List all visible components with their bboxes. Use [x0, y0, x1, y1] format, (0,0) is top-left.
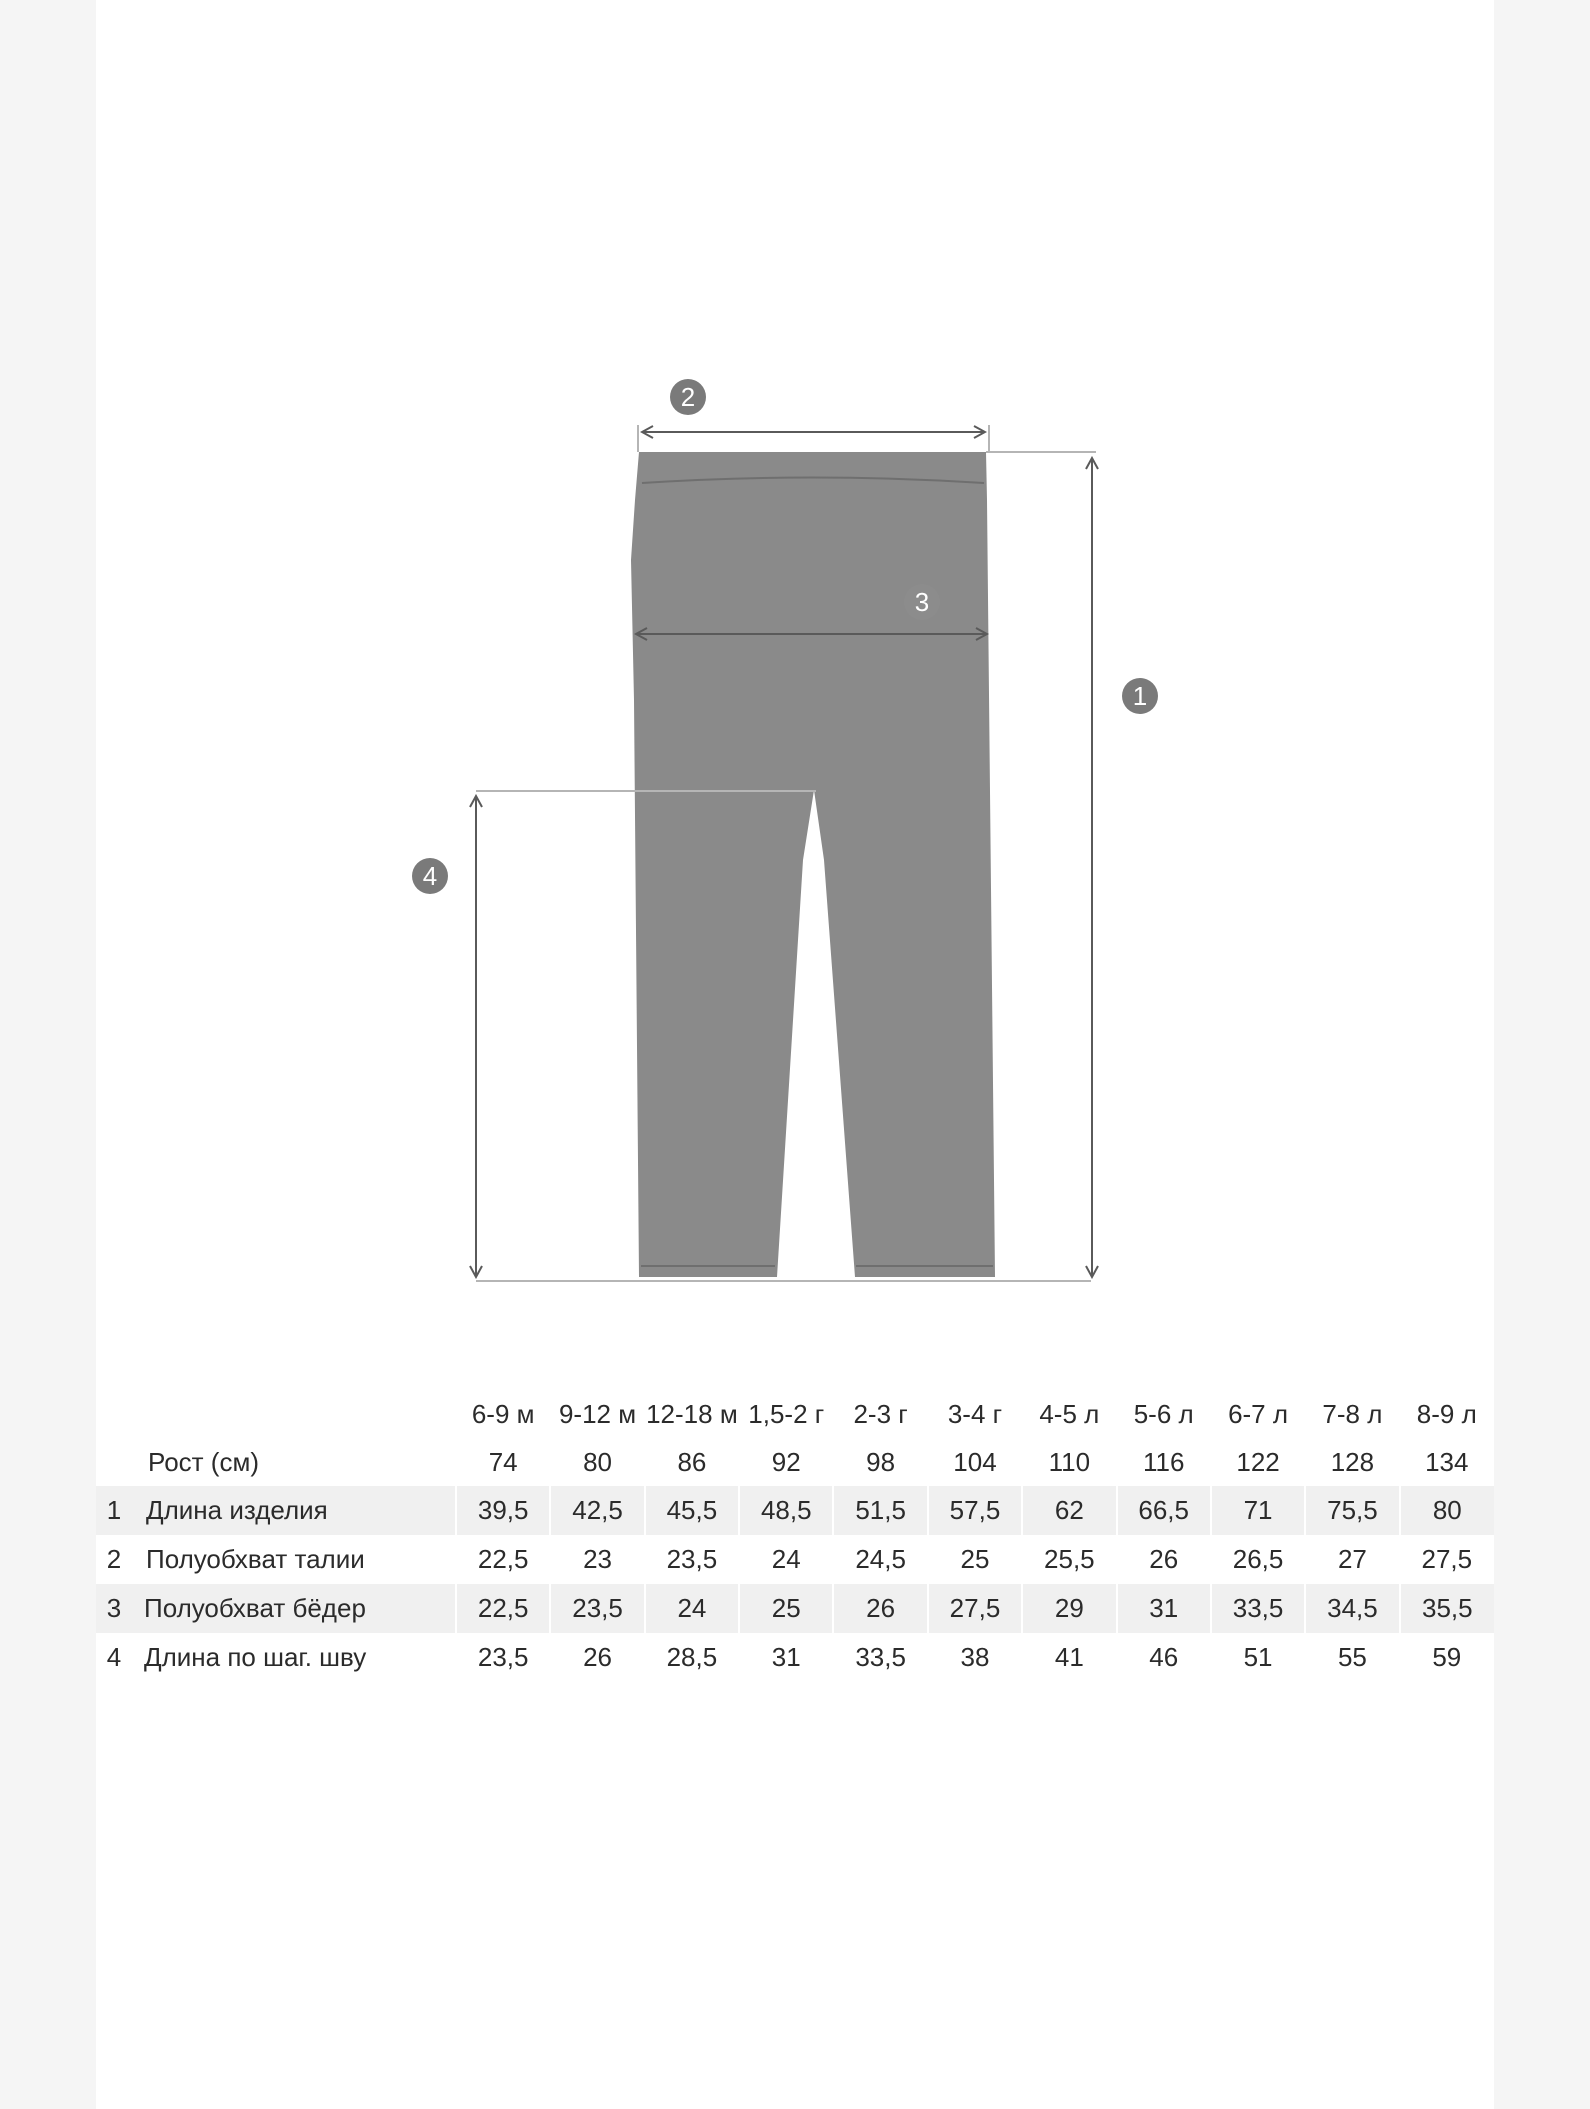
leggings-shape — [631, 452, 995, 1277]
size-header-row — [96, 1390, 1494, 1438]
value-cell: 23,5 — [550, 1584, 644, 1633]
value-cell: 27,5 — [928, 1584, 1022, 1633]
value-cell: 57,5 — [928, 1486, 1022, 1535]
value-cell: 22,5 — [456, 1584, 550, 1633]
size-cell: 2-3 г — [853, 1398, 908, 1429]
value-cell: 134 — [1425, 1446, 1469, 1477]
measurement-diagram — [96, 0, 1494, 1360]
row-label: Длина изделия — [132, 1486, 456, 1535]
size-chart-page — [96, 0, 1494, 2109]
marker-badge-2 — [670, 379, 706, 415]
size-cell: 1,5-2 г — [748, 1398, 825, 1429]
value-cell: 104 — [953, 1446, 997, 1477]
value-cell: 23 — [583, 1544, 612, 1574]
size-cell: 8-9 л — [1416, 1398, 1477, 1429]
value-cell: 46 — [1149, 1642, 1179, 1672]
value-cell: 59 — [1432, 1642, 1462, 1672]
value-cell: 33,5 — [1211, 1584, 1305, 1633]
value-cell: 27 — [1337, 1544, 1367, 1574]
row-label: Длина по шаг. шву — [144, 1642, 367, 1672]
size-cell: 4-5 л — [1039, 1398, 1100, 1429]
value-cell: 34,5 — [1305, 1584, 1399, 1633]
row-label: Рост (см) — [148, 1446, 259, 1477]
value-cell: 23,5 — [666, 1544, 718, 1574]
value-cell: 26 — [833, 1584, 927, 1633]
value-cell: 41 — [1054, 1642, 1084, 1672]
value-cell: 31 — [771, 1642, 801, 1672]
value-cell: 39,5 — [456, 1486, 550, 1535]
value-cell: 75,5 — [1305, 1486, 1399, 1535]
value-cell: 42,5 — [550, 1486, 644, 1535]
value-cell: 24 — [771, 1544, 801, 1574]
value-cell: 62 — [1022, 1486, 1116, 1535]
measurement-row-waist — [96, 1535, 1494, 1584]
value-cell: 80 — [1400, 1486, 1494, 1535]
size-cell: 6-9 м — [471, 1398, 535, 1429]
value-cell: 24,5 — [855, 1544, 906, 1574]
value-cell: 122 — [1236, 1446, 1280, 1477]
value-cell: 35,5 — [1400, 1584, 1494, 1633]
measurement-row-inseam — [96, 1633, 1494, 1682]
size-cell: 9-12 м — [558, 1398, 637, 1429]
measurement-row-length — [96, 1486, 1494, 1535]
value-cell: 25,5 — [1044, 1544, 1095, 1574]
value-cell: 26 — [583, 1642, 612, 1672]
value-cell: 25 — [960, 1544, 990, 1574]
value-cell: 66,5 — [1117, 1486, 1211, 1535]
row-number: 2 — [106, 1544, 122, 1574]
svg-text:2: 2 — [680, 382, 696, 412]
value-cell: 45,5 — [645, 1486, 739, 1535]
size-cell: 7-8 л — [1322, 1398, 1383, 1429]
value-cell: 22,5 — [477, 1544, 529, 1574]
size-cell: 12-18 м — [646, 1398, 738, 1429]
value-cell: 38 — [960, 1642, 990, 1672]
value-cell: 86 — [677, 1446, 707, 1477]
value-cell: 33,5 — [855, 1642, 906, 1672]
value-cell: 110 — [1048, 1446, 1091, 1477]
value-cell: 51,5 — [833, 1486, 927, 1535]
value-cell: 26,5 — [1232, 1544, 1284, 1574]
value-cell: 28,5 — [666, 1642, 718, 1672]
svg-text:1: 1 — [1132, 681, 1148, 711]
value-cell: 51 — [1243, 1642, 1273, 1672]
value-cell: 26 — [1149, 1544, 1179, 1574]
marker-badge-1 — [1122, 678, 1158, 714]
row-label: Полуобхват бёдер — [132, 1584, 456, 1633]
value-cell: 55 — [1337, 1642, 1367, 1672]
size-cell: 3-4 г — [947, 1398, 1003, 1429]
value-cell: 23,5 — [477, 1642, 529, 1672]
row-number: 1 — [96, 1486, 132, 1535]
marker-badge-4 — [412, 858, 448, 894]
value-cell: 24 — [645, 1584, 739, 1633]
row-number: 4 — [106, 1642, 122, 1672]
size-cell: 6-7 л — [1228, 1398, 1289, 1429]
height-row — [96, 1438, 1494, 1486]
value-cell: 80 — [583, 1446, 612, 1477]
row-number: 3 — [96, 1584, 132, 1633]
measurement-row-hips — [96, 1584, 1494, 1633]
value-cell: 25 — [739, 1584, 833, 1633]
row-label: Полуобхват талии — [146, 1544, 365, 1574]
marker-badge-3 — [904, 584, 940, 620]
value-cell: 29 — [1022, 1584, 1116, 1633]
size-cell: 5-6 л — [1133, 1398, 1194, 1429]
value-cell: 128 — [1330, 1446, 1375, 1477]
value-cell: 31 — [1117, 1584, 1211, 1633]
value-cell: 116 — [1142, 1446, 1185, 1477]
size-table — [96, 1390, 1494, 1682]
value-cell: 74 — [488, 1446, 518, 1477]
value-cell: 71 — [1211, 1486, 1305, 1535]
value-cell: 98 — [866, 1446, 896, 1477]
value-cell: 48,5 — [739, 1486, 833, 1535]
value-cell: 27,5 — [1421, 1544, 1473, 1574]
value-cell: 92 — [771, 1446, 801, 1477]
svg-text:4: 4 — [422, 861, 438, 891]
svg-text:3: 3 — [914, 587, 930, 617]
